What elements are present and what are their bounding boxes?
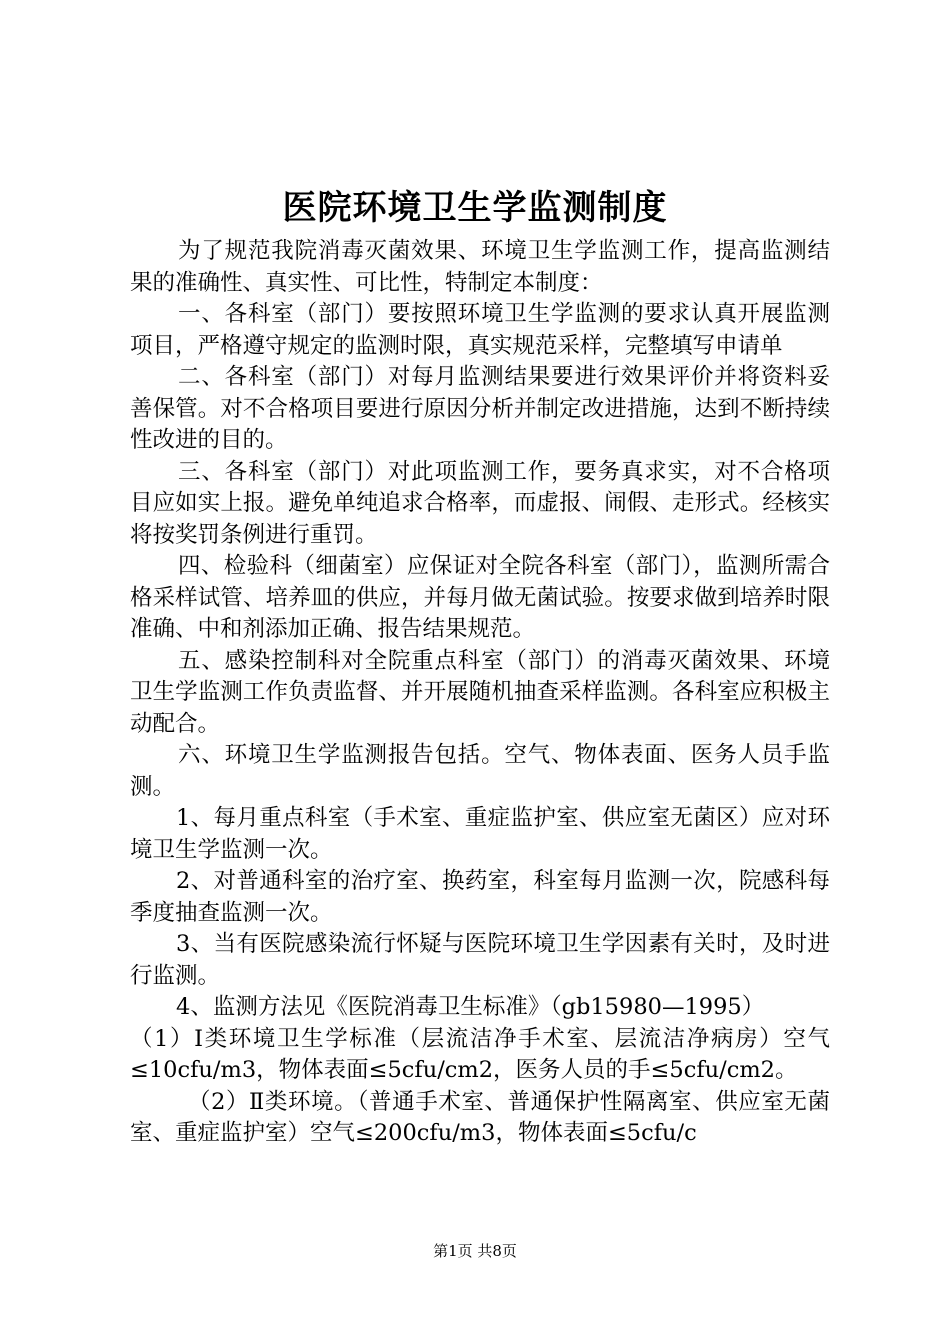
page-number-footer: 第1页 共8页 <box>433 1242 517 1260</box>
document-title: 医院环境卫生学监测制度 <box>282 188 668 228</box>
paragraph-item-4: 四、检验科（细菌室）应保证对全院各科室（部门），监测所需合格采样试管、培养皿的供应，并每月做无菌试验。按要求做到培养时限准确、中和剂添加正确、报告结果规范。 <box>130 553 830 642</box>
paragraph-item-1: 一、各科室（部门）要按照环境卫生学监测的要求认真开展监测项目，严格遵守规定的监测时限，真实规范采样，完整填写申请单 <box>130 301 830 359</box>
paragraph-subitem-3: 3、当有医院感染流行怀疑与医院环境卫生学因素有关时，及时进行监测。 <box>130 931 830 989</box>
paragraph-subitem-1: 1、每月重点科室（手术室、重症监护室、供应室无菌区）应对环境卫生学监测一次。 <box>130 805 830 863</box>
paragraph-subitem-2: 2、对普通科室的治疗室、换药室，科室每月监测一次，院感科每季度抽查监测一次。 <box>130 868 830 926</box>
paragraph-item-6: 六、环境卫生学监测报告包括。空气、物体表面、医务人员手监测。 <box>130 742 830 800</box>
document-body <box>130 236 830 1150</box>
paragraph-intro: 为了规范我院消毒灭菌效果、环境卫生学监测工作，提高监测结果的准确性、真实性、可比性，特制定本制度： <box>130 238 830 296</box>
paragraph-standard-class-2: （2）Ⅱ类环境。（普通手术室、普通保护性隔离室、供应室无菌室、重症监护室）空气≤200cfu/m3，物体表面≤5cfu/c <box>130 1088 830 1146</box>
paragraph-item-2: 二、各科室（部门）对每月监测结果要进行效果评价并将资料妥善保管。对不合格项目要进行原因分析并制定改进措施，达到不断持续性改进的目的。 <box>130 364 830 453</box>
paragraph-standard-class-1: （1）Ⅰ类环境卫生学标准（层流洁净手术室、层流洁净病房）空气≤10cfu/m3，物体表面≤5cfu/cm2，医务人员的手≤5cfu/cm2。 <box>130 1025 830 1083</box>
paragraph-item-5: 五、感染控制科对全院重点科室（部门）的消毒灭菌效果、环境卫生学监测工作负责监督、并开展随机抽查采样监测。各科室应积极主动配合。 <box>130 647 830 737</box>
paragraph-item-3: 三、各科室（部门）对此项监测工作，要务真求实，对不合格项目应如实上报。避免单纯追求合格率，而虚报、闹假、走形式。经核实将按奖罚条例进行重罚。 <box>130 458 830 548</box>
paragraph-subitem-4: 4、监测方法见《医院消毒卫生标准》（gb15980—1995） <box>176 994 765 1020</box>
